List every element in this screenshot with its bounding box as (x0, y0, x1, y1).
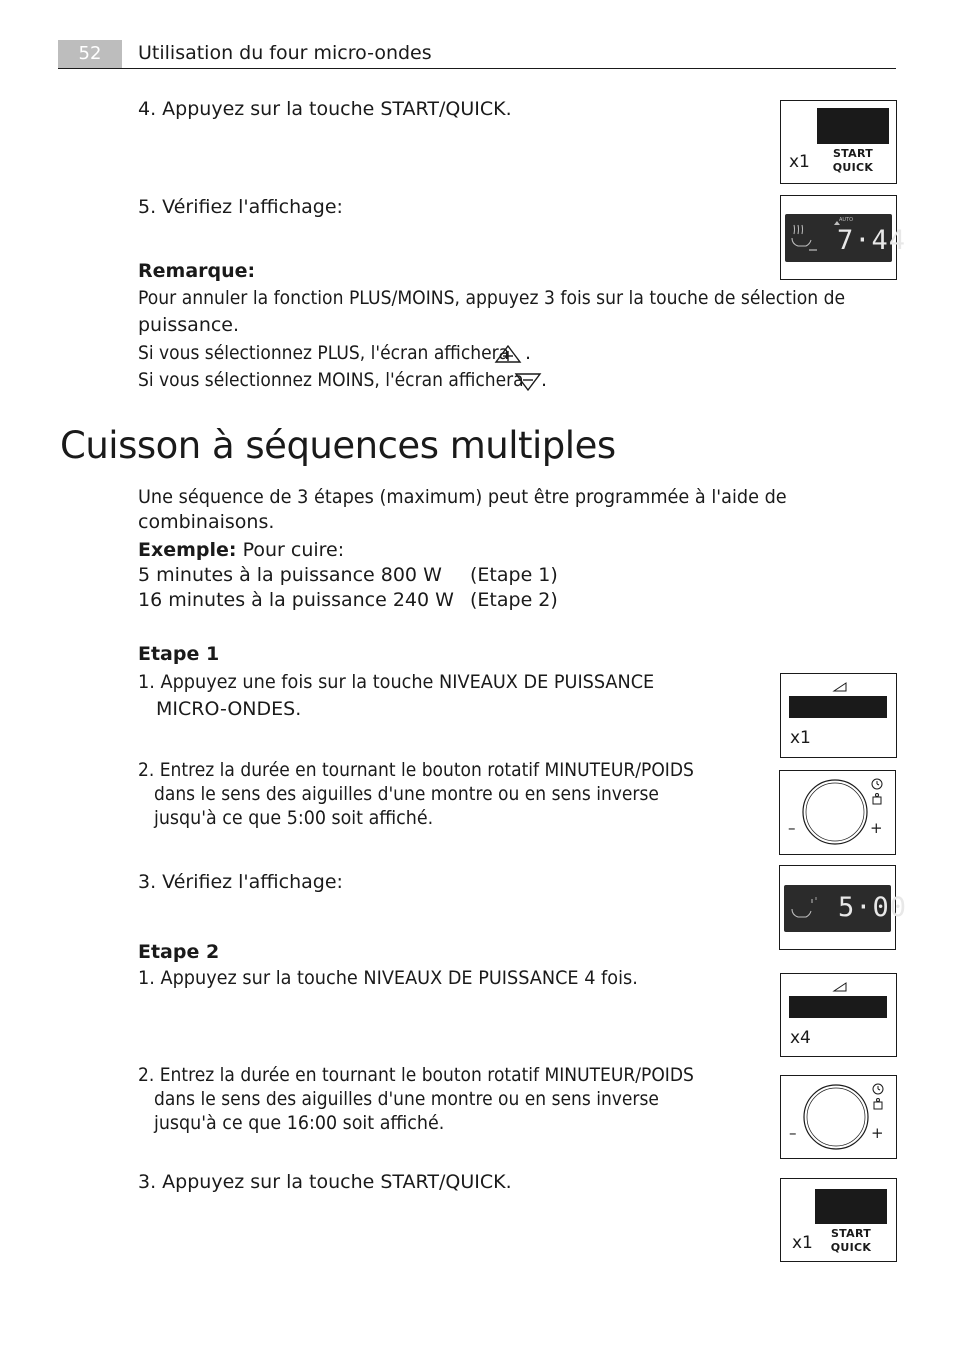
start-label: START (832, 147, 874, 160)
header-title: Utilisation du four micro-ondes (138, 42, 432, 64)
example-row-2-desc: 16 minutes à la puissance 240 W (138, 589, 454, 611)
start-quick-button (817, 108, 889, 144)
etape-1-step-1-line-1: 1. Appuyez une fois sur la touche NIVEAUX DE PUISSANCE (138, 671, 655, 693)
example-text: Pour cuire: (236, 539, 345, 561)
minus-triangle-icon (514, 372, 542, 392)
etape-2-step-2-line-2: dans le sens des aiguilles d'une montre ou en sens inverse (154, 1088, 659, 1110)
press-count: x1 (792, 1233, 813, 1253)
start-quick-figure-1 (780, 100, 897, 184)
plus-triangle-icon (494, 344, 522, 364)
weight-icon (872, 1097, 884, 1111)
etape-1-step-3: 3. Vérifiez l'affichage: (138, 871, 343, 893)
rotary-knob (802, 779, 868, 845)
etape-1-step-1-line-2: MICRO-ONDES. (156, 698, 302, 720)
step-5-text: 5. Vérifiez l'affichage: (138, 196, 343, 218)
quick-label: QUICK (830, 1241, 872, 1254)
timer-weight-knob-figure-2 (780, 1075, 897, 1159)
clock-icon (870, 777, 884, 791)
example-row-1-step: (Etape 1) (470, 564, 558, 586)
remark-line-4-end: . (541, 369, 548, 391)
etape-1-step-2-line-1: 2. Entrez la durée en tournant le bouton rotatif MINUTEUR/POIDS (138, 759, 694, 781)
press-count: x1 (789, 152, 810, 172)
press-count: x4 (790, 1028, 811, 1048)
knob-plus: + (870, 819, 883, 837)
step-4-text: 4. Appuyez sur la touche START/QUICK. (138, 98, 512, 120)
remark-line-3-end: . (525, 342, 532, 364)
example-row-2-step: (Etape 2) (470, 589, 558, 611)
knob-plus: + (871, 1124, 884, 1142)
page-number: 52 (58, 40, 122, 68)
display-time: 5·00 (838, 892, 908, 923)
press-count: x1 (790, 728, 811, 748)
timer-weight-knob-figure-1 (779, 770, 896, 855)
display-figure-1 (780, 195, 907, 280)
etape-1-step-2-line-3: jusqu'à ce que 5:00 soit affiché. (154, 807, 434, 829)
power-level-figure-2 (780, 973, 897, 1057)
section-title: Cuisson à séquences multiples (60, 424, 616, 467)
start-quick-figure-2 (780, 1178, 897, 1262)
etape-2-step-2-line-1: 2. Entrez la durée en tournant le bouton rotatif MINUTEUR/POIDS (138, 1064, 694, 1086)
remark-heading: Remarque: (138, 260, 256, 282)
remark-line-4: Si vous sélectionnez MOINS, l'écran affichera (138, 369, 524, 391)
microwave-icon (790, 897, 820, 923)
start-label: START (830, 1227, 872, 1240)
remark-line-2: puissance. (138, 314, 240, 336)
display-time: 7·44 (837, 225, 907, 256)
section-intro-line-2: combinaisons. (138, 511, 275, 533)
etape-1-heading: Etape 1 (138, 643, 220, 665)
start-quick-button (815, 1189, 887, 1224)
example-label: Exemple: (138, 539, 237, 561)
weight-icon (871, 792, 883, 806)
header-divider (58, 68, 896, 69)
knob-minus: – (789, 1124, 797, 1142)
power-level-button (789, 996, 887, 1018)
remark-line-3: Si vous sélectionnez PLUS, l'écran affichera (138, 342, 510, 364)
etape-2-heading: Etape 2 (138, 941, 220, 963)
section-intro-line-1: Une séquence de 3 étapes (maximum) peut être programmée à l'aide de (138, 486, 787, 508)
etape-2-step-2-line-3: jusqu'à ce que 16:00 soit affiché. (154, 1112, 445, 1134)
power-level-icon (833, 982, 847, 992)
auto-indicator: AUTO (839, 217, 854, 223)
quick-label: QUICK (832, 161, 874, 174)
example-row-1-desc: 5 minutes à la puissance 800 W (138, 564, 442, 586)
power-level-button (789, 696, 887, 718)
power-level-icon (833, 682, 847, 692)
etape-1-step-2-line-2: dans le sens des aiguilles d'une montre ou en sens inverse (154, 783, 659, 805)
display-figure-2 (779, 865, 908, 950)
knob-minus: – (788, 819, 796, 837)
etape-2-step-3: 3. Appuyez sur la touche START/QUICK. (138, 1171, 512, 1193)
power-level-figure-1 (780, 673, 897, 758)
example-line (138, 537, 344, 563)
remark-line-1: Pour annuler la fonction PLUS/MOINS, appuyez 3 fois sur la touche de sélection de (138, 287, 846, 309)
lcd-display (784, 885, 908, 932)
rotary-knob (803, 1084, 869, 1150)
lcd-display (785, 214, 907, 262)
clock-icon (871, 1082, 885, 1096)
etape-2-step-1: 1. Appuyez sur la touche NIVEAUX DE PUISSANCE 4 fois. (138, 967, 638, 989)
microwave-icon (789, 222, 819, 254)
